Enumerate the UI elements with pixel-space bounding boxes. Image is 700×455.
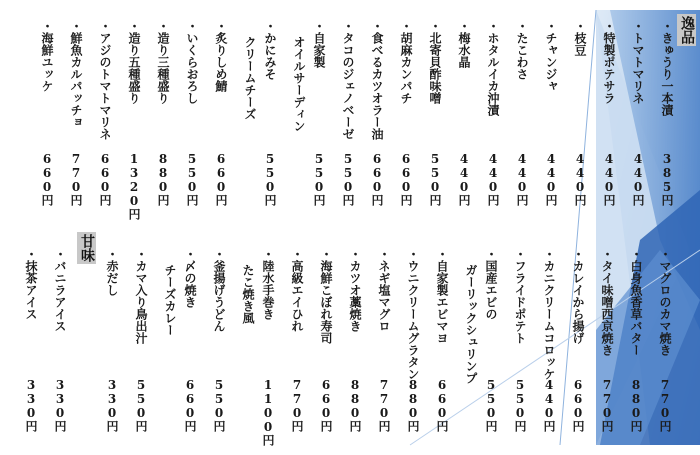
bottom-item-name: ・自家製エビマヨ xyxy=(435,248,449,344)
bottom-item-name: ・マグロのカマ焼き xyxy=(658,248,672,356)
top-item-name: ・かにみそ xyxy=(263,20,277,80)
bottom-item-name: ・海鮮こぼれ寿司 xyxy=(319,248,333,344)
top-item-price: 440円 xyxy=(544,152,558,206)
top-item-name: ・食べるカツオラー油 xyxy=(370,20,384,140)
sweets-item-price: 330円 xyxy=(53,378,67,432)
bottom-item-name: ・釜揚げうどん xyxy=(212,248,226,332)
bottom-item-name-cont: たこ焼き風 xyxy=(241,264,255,324)
bottom-item-price: 550円 xyxy=(134,378,148,432)
top-item-name: ・特製ポテサラ xyxy=(602,20,616,104)
top-item-name: ・チャンジャ xyxy=(544,20,558,92)
top-item-price: 440円 xyxy=(515,152,529,206)
top-item-price: 440円 xyxy=(486,152,500,206)
top-item-price: 550円 xyxy=(312,152,326,206)
bottom-item-price: 550円 xyxy=(513,378,527,432)
top-item-price: 660円 xyxy=(214,152,228,206)
top-item-price: 550円 xyxy=(263,152,277,206)
bottom-item-price: 880円 xyxy=(629,378,643,432)
sweets-item-price: 330円 xyxy=(24,378,38,432)
top-item-name: ・胡麻カンパチ xyxy=(399,20,413,104)
bottom-item-price: 880円 xyxy=(348,378,362,432)
bottom-item-price: 770円 xyxy=(377,378,391,432)
bottom-item-price: 440円 xyxy=(542,378,556,432)
bottom-item-price: 660円 xyxy=(435,378,449,432)
bottom-item-name: ・カツオ藁焼き xyxy=(348,248,362,332)
top-item-name: ・梅水晶 xyxy=(457,20,471,68)
bottom-item-name: ・カマ入り鳥出汁 xyxy=(134,248,148,344)
bottom-item-name: ・白身魚香草バター xyxy=(629,248,643,356)
top-item-price: 770円 xyxy=(69,152,83,206)
top-item-name: ・たこわさ xyxy=(515,20,529,80)
bottom-item-name: ・タイ味噌西京焼き xyxy=(600,248,614,356)
bottom-item-price: 770円 xyxy=(658,378,672,432)
sweets-item-name: ・バニラアイス xyxy=(53,248,67,332)
sweets-item-name: ・抹茶アイス xyxy=(24,248,38,320)
top-item-name: ・枝豆 xyxy=(573,20,587,56)
bottom-item-price: 550円 xyxy=(212,378,226,432)
bottom-item-price: 330円 xyxy=(105,378,119,432)
top-item-name: ・きゅうり一本漬 xyxy=(660,20,674,116)
top-item-name: ・造り三種盛り xyxy=(156,20,170,104)
bottom-item-name-cont: ガーリックシュリンプ xyxy=(464,264,478,384)
top-item-name-cont: オイルサーディン xyxy=(292,36,306,132)
bottom-item-name: ・赤だし xyxy=(105,248,119,296)
bottom-item-name: ・陸水手巻き xyxy=(261,248,275,320)
bottom-item-name: ・カニクリームコロッケ xyxy=(542,248,556,380)
top-item-price: 880円 xyxy=(156,152,170,206)
bottom-item-price: 770円 xyxy=(600,378,614,432)
bottom-item-name: ・ネギ塩マグロ xyxy=(377,248,391,332)
top-item-price: 550円 xyxy=(185,152,199,206)
top-item-name-cont: クリームチーズ xyxy=(243,36,257,120)
bottom-item-name: ・ウニクリームグラタン xyxy=(406,248,420,380)
top-item-name: ・海鮮ユッケ xyxy=(40,20,54,92)
top-item-name: ・炙りしめ鯖 xyxy=(214,20,228,92)
top-item-name: ・タコのジェノベーゼ xyxy=(341,20,355,140)
top-item-name: ・いくらおろし xyxy=(185,20,199,104)
top-item-price: 440円 xyxy=(573,152,587,206)
bottom-item-price: 1100円 xyxy=(261,378,275,446)
bottom-item-price: 770円 xyxy=(290,378,304,432)
top-item-price: 660円 xyxy=(370,152,384,206)
bottom-item-name: ・フライドポテト xyxy=(513,248,527,344)
top-item-price: 550円 xyxy=(341,152,355,206)
top-item-price: 385円 xyxy=(660,152,674,206)
top-item-name: ・造り五種盛り xyxy=(127,20,141,104)
bottom-item-name: ・高級エイひれ xyxy=(290,248,304,332)
top-item-price: 660円 xyxy=(98,152,112,206)
bottom-item-price: 660円 xyxy=(183,378,197,432)
bottom-item-name: ・〆の焼き xyxy=(183,248,197,308)
top-item-price: 550円 xyxy=(428,152,442,206)
bottom-item-name: ・カレイから揚げ xyxy=(571,248,585,344)
bottom-item-price: 660円 xyxy=(571,378,585,432)
bottom-item-price: 550円 xyxy=(484,378,498,432)
top-item-name: ・鮮魚カルパッチョ xyxy=(69,20,83,128)
top-item-price: 440円 xyxy=(631,152,645,206)
top-item-name: ・北寄貝酢味噌 xyxy=(428,20,442,104)
bottom-item-name-cont: チーズカレー xyxy=(163,264,177,336)
bottom-item-price: 880円 xyxy=(406,378,420,432)
top-item-name: ・トマトマリネ xyxy=(631,20,645,104)
bottom-item-name: ・国産エビの xyxy=(484,248,498,320)
top-item-price: 660円 xyxy=(399,152,413,206)
top-item-name: ・ホタルイカ沖漬 xyxy=(486,20,500,116)
top-item-price: 440円 xyxy=(457,152,471,206)
top-item-price: 440円 xyxy=(602,152,616,206)
top-item-name: ・アジのトマトマリネ xyxy=(98,20,112,140)
top-item-name: ・自家製 xyxy=(312,20,326,68)
bottom-item-price: 660円 xyxy=(319,378,333,432)
top-item-price: 1320円 xyxy=(127,152,141,220)
category-otsumami-badge: 逸品 xyxy=(679,16,695,44)
top-item-price: 660円 xyxy=(40,152,54,206)
category-sweets-badge: 甘味 xyxy=(79,234,95,262)
